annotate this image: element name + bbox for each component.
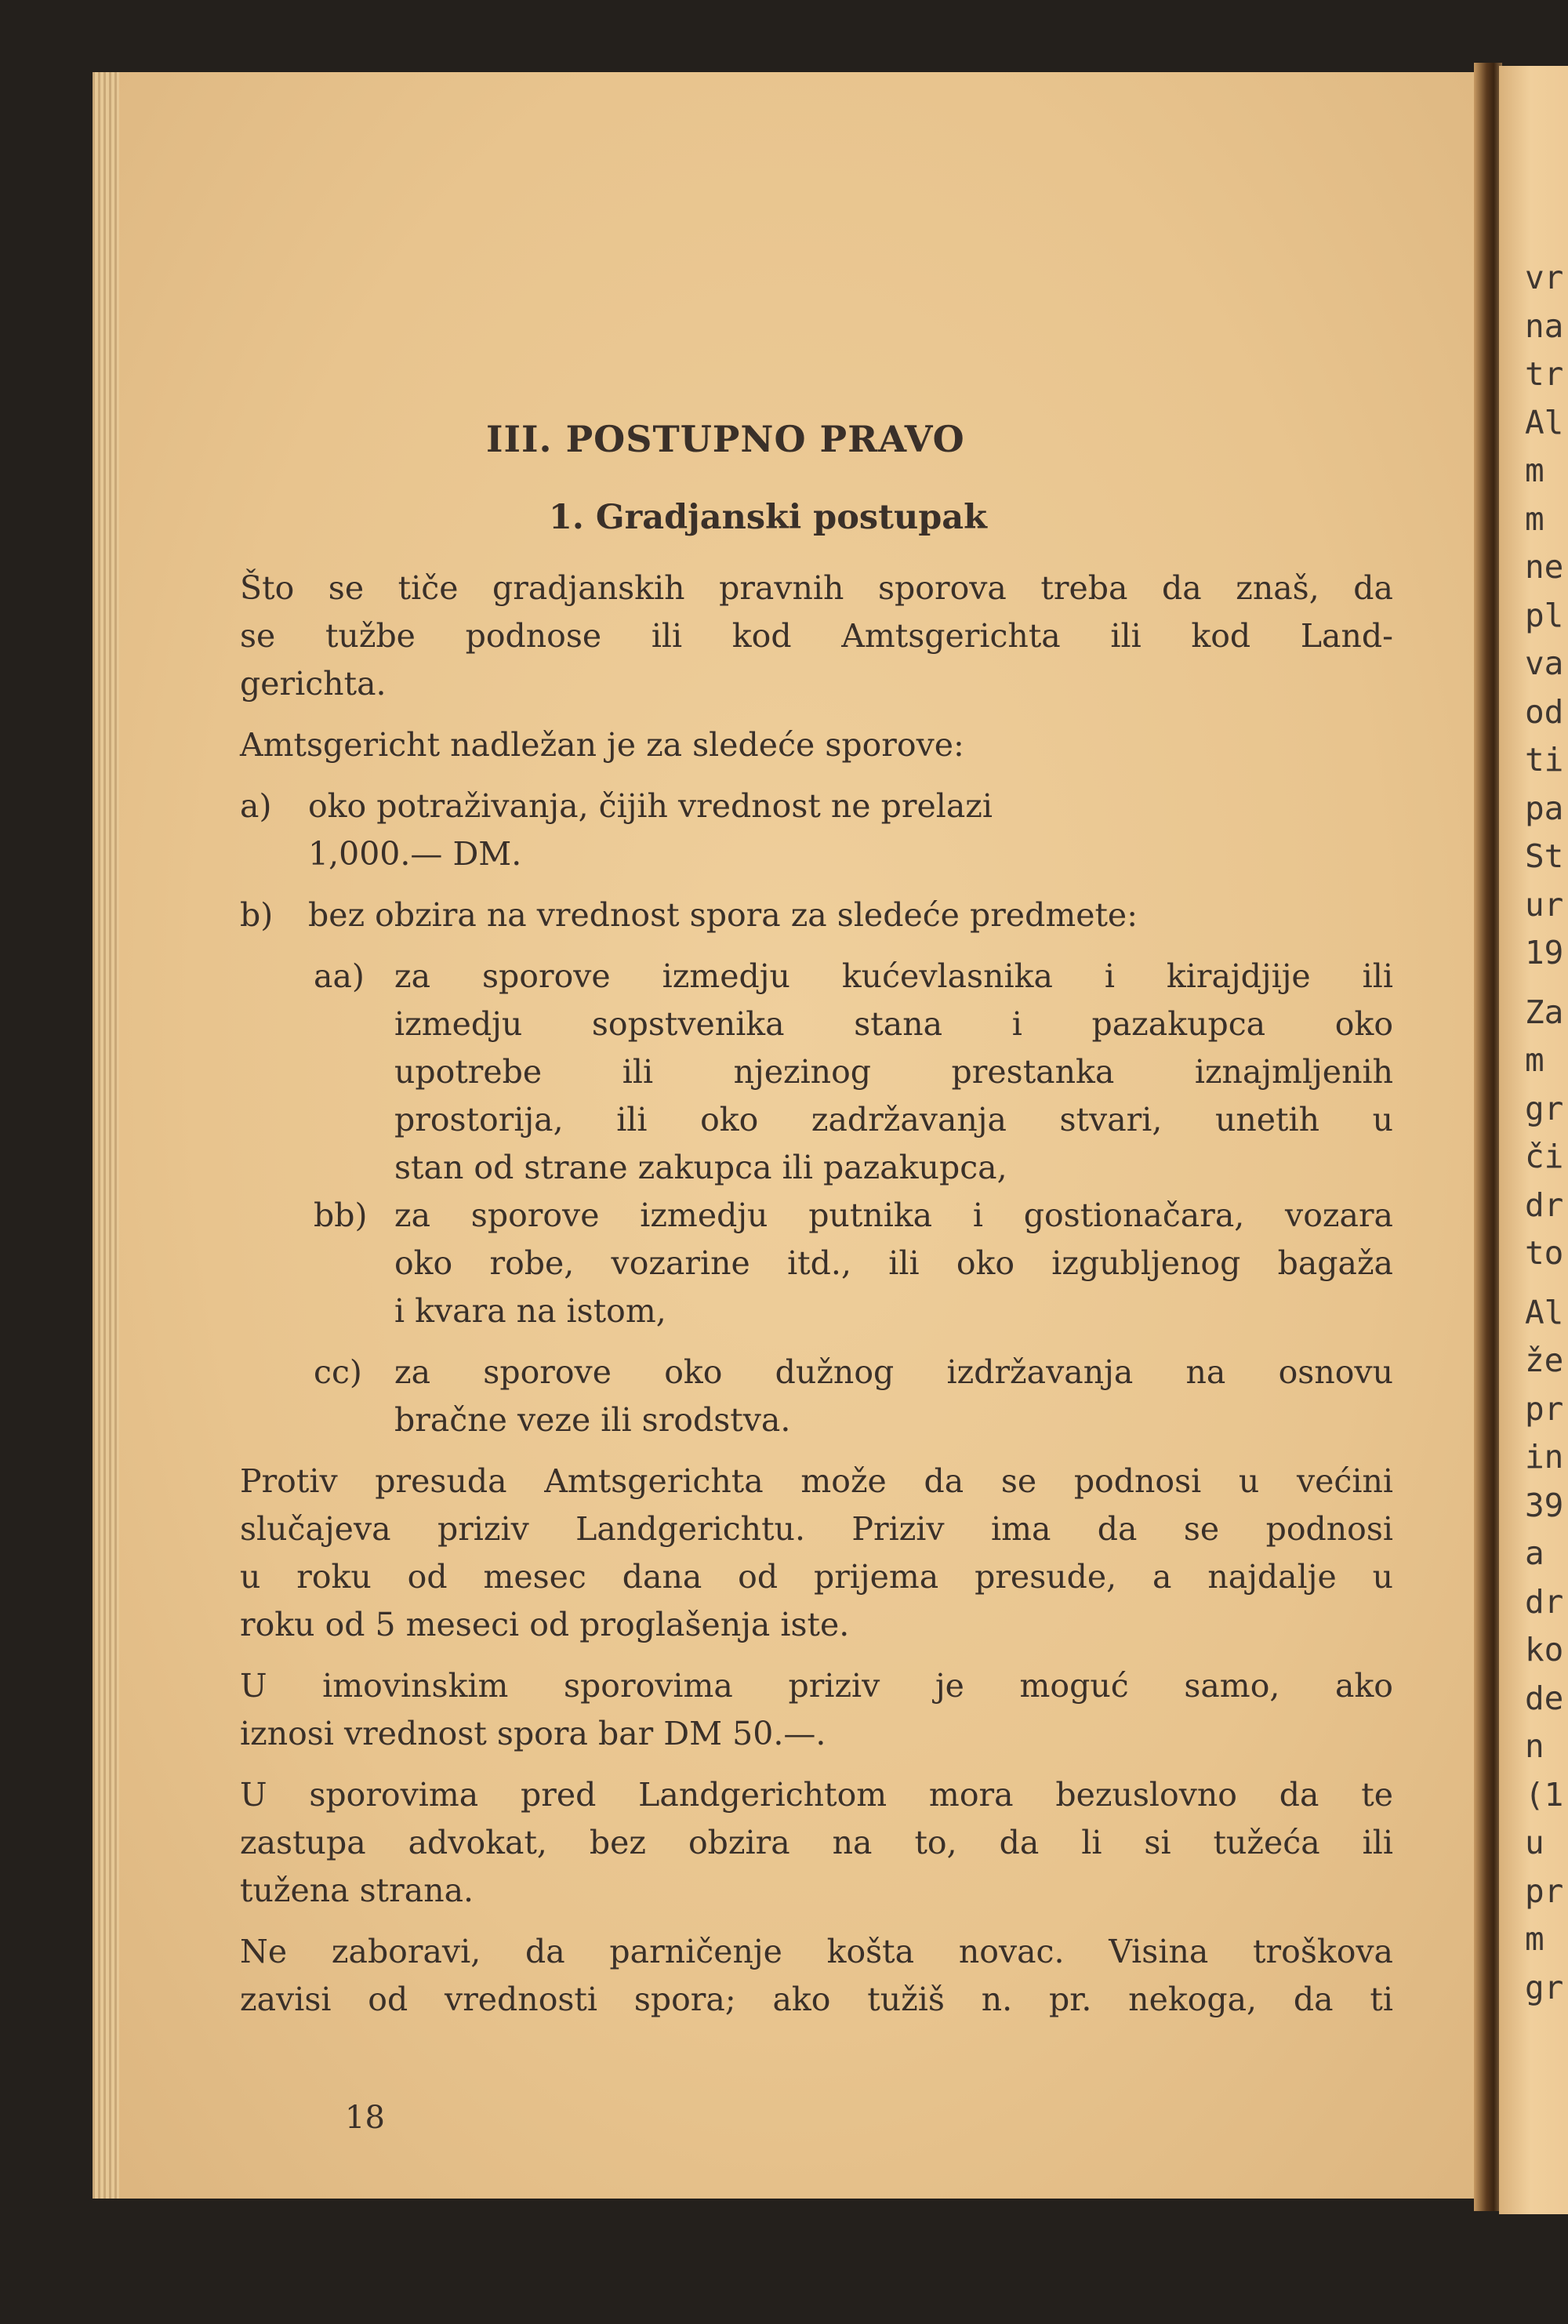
fragment-line: a [1525,1534,1544,1572]
page-number: 18 [345,2100,385,2136]
page-edges [93,72,119,2199]
text-line: U imovinskim sporovima priziv je moguć samo, ako [240,1667,1393,1705]
fragment-line: Al [1525,403,1564,441]
text-line: stan od strane zakupca ili pazakupca, [394,1149,1007,1186]
text-line: zavisi od vrednosti spora; ako tužiš n. pr. nekoga, da ti [240,1981,1393,2018]
fragment-line: ti [1525,741,1564,779]
list-marker: a) [240,787,272,825]
fragment-line: de [1525,1679,1564,1717]
fragment-line: m [1525,452,1544,489]
text-line: oko potraživanja, čijih vrednost ne prelazi [308,787,993,825]
fragment-line: Al [1525,1293,1564,1331]
fragment-line: (1 [1525,1775,1564,1814]
fragment-line: od [1525,692,1564,731]
fragment-line: ko [1525,1631,1564,1669]
text-line: za sporove izmedju putnika i gostionačara, vozara [394,1196,1393,1234]
fragment-line: pa [1525,789,1564,827]
fragment-line: dr [1525,1186,1564,1224]
fragment-line: ne [1525,548,1564,586]
text-line: slučajeva priziv Landgerichtu. Priziv ima da se podnosi [240,1510,1393,1548]
text-line: zastupa advokat, bez obzira na to, da li si tužeća ili [240,1824,1393,1861]
fragment-line: vr [1525,259,1564,296]
text-line: tužena strana. [240,1872,474,1909]
fragment-line: ur [1525,885,1564,924]
list-marker: b) [240,896,274,934]
fragment-line: St [1525,837,1564,875]
fragment-line: že [1525,1342,1564,1379]
fragment-line: Za [1525,993,1564,1031]
fragment-line: dr [1525,1582,1564,1621]
fragment-line: 39 [1525,1486,1564,1524]
fragment-line: to [1525,1234,1564,1272]
fragment-line: m [1525,1041,1544,1079]
text-line: se tužbe podnose ili kod Amtsgerichta ili kod Land- [240,617,1393,655]
text-line: za sporove oko dužnog izdržavanja na osnovu [394,1353,1393,1391]
fragment-line: gr [1525,1968,1564,2006]
fragment-line: in [1525,1438,1564,1476]
text-line: u roku od mesec dana od prijema presude, a najdalje u [240,1558,1393,1596]
list-marker: aa) [314,957,365,995]
list-marker: cc) [314,1353,362,1391]
section-heading: 1. Gradjanski postupak [549,498,987,537]
text-line: Što se tiče gradjanskih pravnih sporova treba da znaš, da [240,569,1393,607]
chapter-heading: III. POSTUPNO PRAVO [486,418,965,460]
text-line: izmedju sopstvenika stana i pazakupca oko [394,1005,1393,1043]
text-line: bez obzira na vrednost spora za sledeće predmete: [308,896,1138,934]
text-line: Protiv presuda Amtsgerichta može da se podnosi u većini [240,1462,1393,1500]
text-line: 1,000.— DM. [308,835,522,873]
fragment-line: n [1525,1727,1544,1765]
text-line: bračne veze ili srodstva. [394,1401,791,1439]
fragment-line: na [1525,307,1564,345]
fragment-line: 19 [1525,934,1564,971]
list-marker: bb) [314,1196,368,1234]
fragment-line: m [1525,1920,1544,1958]
text-line: Amtsgericht nadležan je za sledeće sporove: [240,726,964,764]
text-line: Ne zaboravi, da parničenje košta novac. Visina troškova [240,1933,1393,1970]
fragment-line: u [1525,1824,1544,1861]
fragment-line: tr [1525,355,1564,393]
text-line: iznosi vrednost spora bar DM 50.—. [240,1715,826,1752]
fragment-line: va [1525,645,1564,682]
fragment-line: pr [1525,1389,1564,1428]
fragment-line: či [1525,1138,1564,1175]
text-line: upotrebe ili njezinog prestanka iznajmljenih [394,1053,1393,1091]
text-line: za sporove izmedju kućevlasnika i kirajdjije ili [394,957,1393,995]
text-line: i kvara na istom, [394,1292,666,1330]
fragment-line: pl [1525,596,1564,634]
fragment-line: gr [1525,1089,1564,1128]
fragment-line: pr [1525,1872,1564,1910]
text-line: U sporovima pred Landgerichtom mora bezuslovno da te [240,1776,1393,1814]
text-line: roku od 5 meseci od proglašenja iste. [240,1606,850,1643]
fragment-line: m [1525,499,1544,538]
book-gutter [1474,63,1502,2211]
text-line: prostorija, ili oko zadržavanja stvari, unetih u [394,1101,1393,1138]
text-line: oko robe, vozarine itd., ili oko izgubljenog bagaža [394,1244,1393,1282]
text-line: gerichta. [240,665,387,703]
